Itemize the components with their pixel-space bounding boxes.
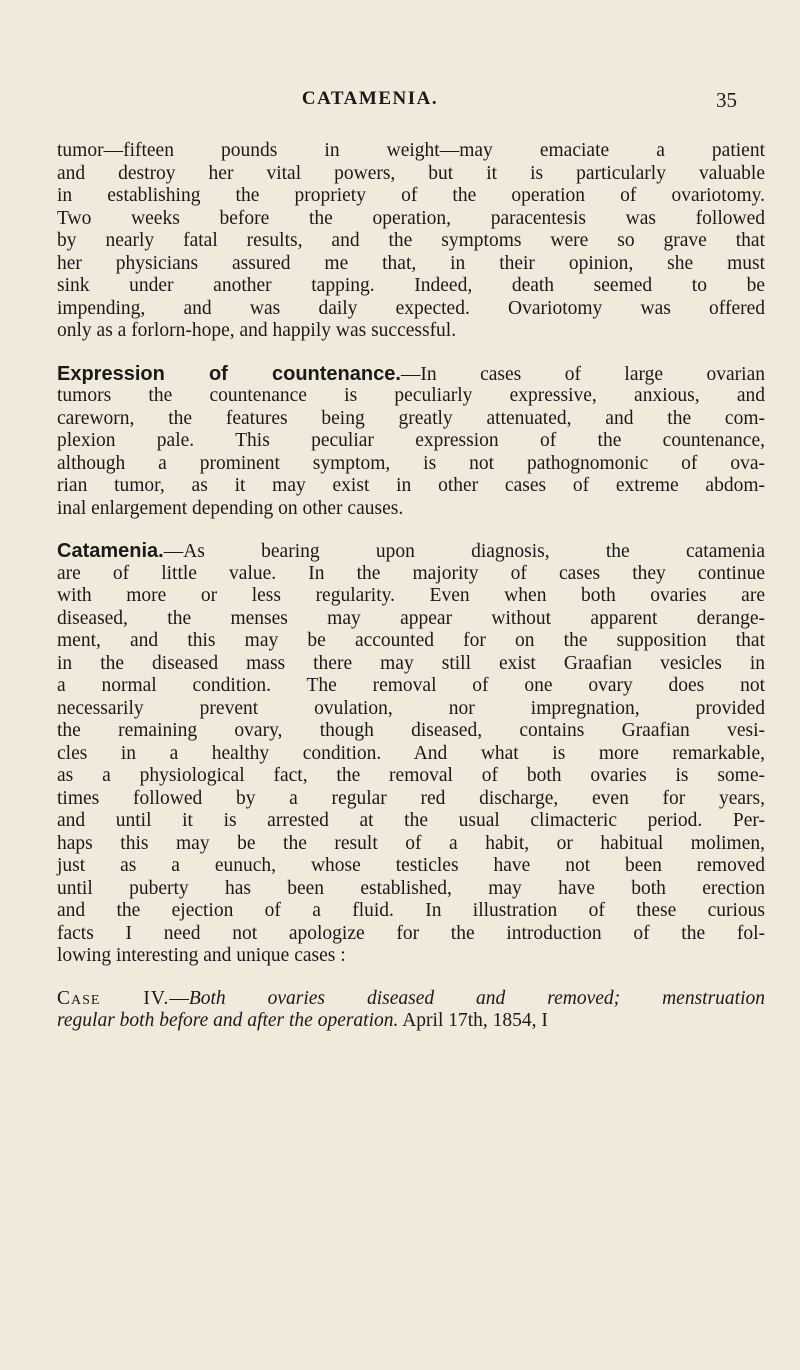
text-line: until puberty has been established, may have both erection	[57, 877, 765, 899]
text-line: necessarily prevent ovulation, nor impregnation, provided	[57, 697, 765, 719]
text-line: lowing interesting and unique cases :	[57, 945, 346, 966]
text-line: a normal condition. The removal of one ovary does not	[57, 675, 765, 696]
case-dash: —	[169, 987, 189, 1009]
heading-line-text: —As bearing upon diagnosis, the catamenia	[163, 541, 765, 562]
text-line: haps this may be the result of a habit, or habitual molimen,	[57, 832, 765, 854]
section-heading-expression: Expression of countenance.	[57, 362, 401, 385]
text-line: and destroy her vital powers, but it is particularly valuable	[57, 162, 765, 184]
text-line	[57, 988, 765, 1011]
text-line: inal enlargement depending on other causes.	[57, 497, 404, 519]
text-line: by nearly fatal results, and the symptoms were so grave that	[57, 230, 765, 251]
text-line: the remaining ovary, though diseased, contains Graafian vesi-	[57, 720, 765, 741]
case-date-text: April 17th, 1854, I	[398, 1010, 548, 1031]
text-line: cles in a healthy condition. And what is more remarkable,	[57, 742, 765, 764]
text-line: although a prominent symptom, is not pathognomonic of ova-	[57, 452, 765, 474]
running-title: CATAMENIA.	[301, 88, 439, 109]
case-title-italic: Both ovaries diseased and removed; menstruation	[188, 987, 765, 1009]
text-line: sink under another tapping. Indeed, death seemed to be	[57, 275, 765, 296]
text-line: with more or less regularity. Even when both ovaries are	[57, 585, 765, 606]
text-line: ment, and this may be accounted for on the supposition that	[57, 630, 765, 651]
text-line: diseased, the menses may appear without apparent derange-	[57, 607, 765, 629]
text-line: Two weeks before the operation, paracentesis was followed	[57, 207, 765, 229]
text-line: plexion pale. This peculiar expression of the countenance,	[57, 430, 765, 451]
paragraph-continuation	[57, 140, 765, 343]
text-line: facts I need not apologize for the introduction of the fol-	[57, 922, 765, 944]
text-line: and the ejection of a fluid. In illustration of these curious	[57, 900, 765, 921]
text-line: tumor—fifteen pounds in weight—may emaciate a patient	[57, 140, 765, 161]
text-line: as a physiological fact, the removal of both ovaries is some-	[57, 765, 765, 786]
text-line: are of little value. In the majority of cases they continue	[57, 562, 765, 584]
body-text	[57, 140, 765, 1033]
case-title-italic: regular both before and after the operation.	[57, 1010, 399, 1031]
text-line: her physicians assured me that, in their opinion, she must	[57, 252, 765, 274]
text-line: only as a forlorn-hope, and happily was successful.	[57, 320, 457, 341]
paragraph-case-iv	[57, 988, 765, 1033]
running-head	[0, 88, 800, 112]
text-line: tumors the countenance is peculiarly expressive, anxious, and	[57, 385, 765, 406]
text-line	[57, 1010, 765, 1033]
text-line: just as a eunuch, whose testicles have not been removed	[57, 855, 765, 876]
text-line	[57, 363, 765, 386]
text-line: impending, and was daily expected. Ovariotomy was offered	[57, 297, 765, 319]
text-line: and until it is arrested at the usual climacteric period. Per-	[57, 810, 765, 831]
section-heading-catamenia: Catamenia.	[57, 540, 164, 562]
text-line: in establishing the propriety of the operation of ovariotomy.	[57, 185, 765, 206]
text-line: in the diseased mass there may still exist Graafian vesicles in	[57, 652, 765, 674]
paragraph-catamenia	[57, 540, 765, 968]
text-line	[57, 540, 765, 563]
text-line: rian tumor, as it may exist in other cases of extreme abdom-	[57, 475, 765, 496]
text-line: careworn, the features being greatly attenuated, and the com-	[57, 407, 765, 429]
paragraph-expression-of-countenance	[57, 363, 765, 521]
page-number: 35	[716, 88, 737, 112]
heading-line-text: —In cases of large ovarian	[400, 363, 765, 385]
text-line: times followed by a regular red discharge, even for years,	[57, 787, 765, 809]
case-label: Case IV.	[57, 987, 170, 1009]
